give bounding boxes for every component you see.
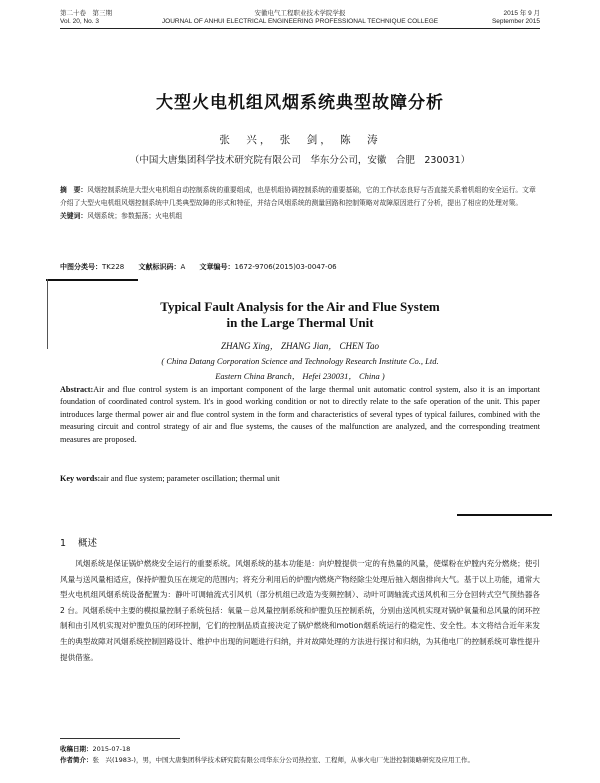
title-cn: 大型火电机组风烟系统典型故障分析 [156,93,444,113]
footnote-rule [60,738,180,739]
affiliation-en [60,354,540,384]
section-title: 概述 [78,538,98,549]
section-body: 风烟系统是保证锅炉燃烧安全运行的重要系统。风烟系统的基本功能是：向炉膛提供一定的有热量的风量，使煤粉在炉膛内充分燃烧；使引风量与送风量相适应，保持炉膛负压在规定的范围内；将充分利用后的炉膛内燃烧产物经除尘处理后抽入烟囱排向大气。基于以上功能，通常大型火电机组风烟系统设备配置为：静叶可调轴流式引风机（部分机组已改造为变频控制）、动叶可调轴流式送风机和三分仓回转式空气预热器各 2 台。风烟系统中主要的模拟量控制子系统包括：氧量－总风量控制系统和炉膛负压控制系统，分别由送风机实现对锅炉氧量和总风量的闭环控制和由引风机实现对炉膛负压的闭环控制，它们的控制品质直接决定了锅炉燃烧和motion烟系统运行的稳定性、安全性。本文将结合近年来发生的典型故障对风烟系统控制回路设计、维护中出现的问题进行归纳，并对故障处理的方法进行探讨和归纳，为其他电厂的控制系统可靠性提升提供借鉴。 [60,559,540,662]
abstract-en [60,384,540,446]
header-date-cn: 2015 年 9 月 [503,10,540,17]
abstract-cn-text: 风烟控制系统是大型火电机组自动控制系统的重要组成，也是机组协调控制系统的重要基础，它的工作状态良好与否直接关系着机组的安全运行。文章介绍了大型火电机组风烟控制系统中几类典型故障的形式和特征，并结合风烟系统的测量回路和控制策略对故障原因进行了分析，提出了相应的处理对策。 [60,186,536,207]
footnote [60,744,540,766]
header-volume-en: Vol. 20, No. 3 [60,18,100,25]
keywords-cn [60,210,540,223]
footnote-received [60,744,540,755]
abstract-en-label: Abstract: [60,385,94,394]
clc-value: TK228 [102,263,125,271]
classification-line [60,262,540,272]
keywords-en-label: Key words: [60,474,101,483]
affiliation-en-line2: Eastern China Branch， Hefei 230031， China ) [215,371,385,381]
corner-mark-bottom-right [457,514,552,516]
header-date [492,10,540,26]
affiliation-cn: （中国大唐集团科学技术研究院有限公司 华东分公司，安徽 合肥 230031） [129,155,471,166]
received-value: 2015-07-18 [92,745,131,753]
header-journal-cn: 安徽电气工程职业技术学院学报 [254,10,346,17]
keywords-cn-text: 风烟系统；参数振荡；火电机组 [87,212,183,220]
header-date-en: September 2015 [491,18,540,25]
author-bio-value: 张 兴(1983-)，男，中国大唐集团科学技术研究院有限公司华东分公司热控室、工程师，从事火电厂先进控制策略研究及应用工作。 [92,756,474,764]
corner-mark-top-left-vertical [47,279,48,349]
received-label: 收稿日期： [60,745,93,753]
authors-en: ZHANG Xing， ZHANG Jian， CHEN Tao [221,341,379,351]
header-journal [60,10,540,26]
footnote-author [60,755,540,766]
section-number: 1 [60,538,67,549]
abstract-cn [60,184,540,223]
abstract-en-text: Air and flue control system is an important component of the large thermal unit automatic control system, also it is an important foundation of coordinated control system. It's in good working condition or not to directly relate to the safe operation of the unit. This paper introduces large thermal power air and flue control system in the form and characteristics of several types of typical failures, combined with the measuring circuit and control strategy of air and flue systems, the causes of the malfunction are analyzed, and the corresponding treatment measures are proposed. [60,385,540,444]
running-header [60,10,540,32]
title-en [60,299,540,331]
doc-code-value: A [180,263,186,271]
abstract-cn-label: 摘 要： [60,186,88,194]
header-volume-cn: 第二十卷 第三期 [60,10,112,17]
corner-mark-top-left [46,279,138,281]
doc-code-label: 文献标识码： [138,263,181,271]
header-journal-en: JOURNAL OF ANHUI ELECTRICAL ENGINEERING PROFESSIONAL TECHNIQUE COLLEGE [161,18,439,25]
authors-cn: 张 兴， 张 剑， 陈 涛 [219,134,381,146]
header-rule [60,28,540,29]
clc-label: 中图分类号： [60,263,102,271]
title-en-line1: Typical Fault Analysis for the Air and Flue System [160,299,440,314]
title-en-line2: in the Large Thermal Unit [226,315,374,330]
keywords-cn-label: 关键词： [60,212,88,220]
keywords-en-text: air and flue system; parameter oscillation; thermal unit [100,474,280,483]
article-no-label: 文章编号： [199,263,235,271]
keywords-en [60,474,540,483]
author-bio-label: 作者简介： [60,756,93,764]
affiliation-en-line1: ( China Datang Corporation Science and Technology Research Institute Co., Ltd. [161,356,439,366]
article-no-value: 1672-9706(2015)03-0047-06 [234,263,337,271]
section-heading [60,535,97,549]
